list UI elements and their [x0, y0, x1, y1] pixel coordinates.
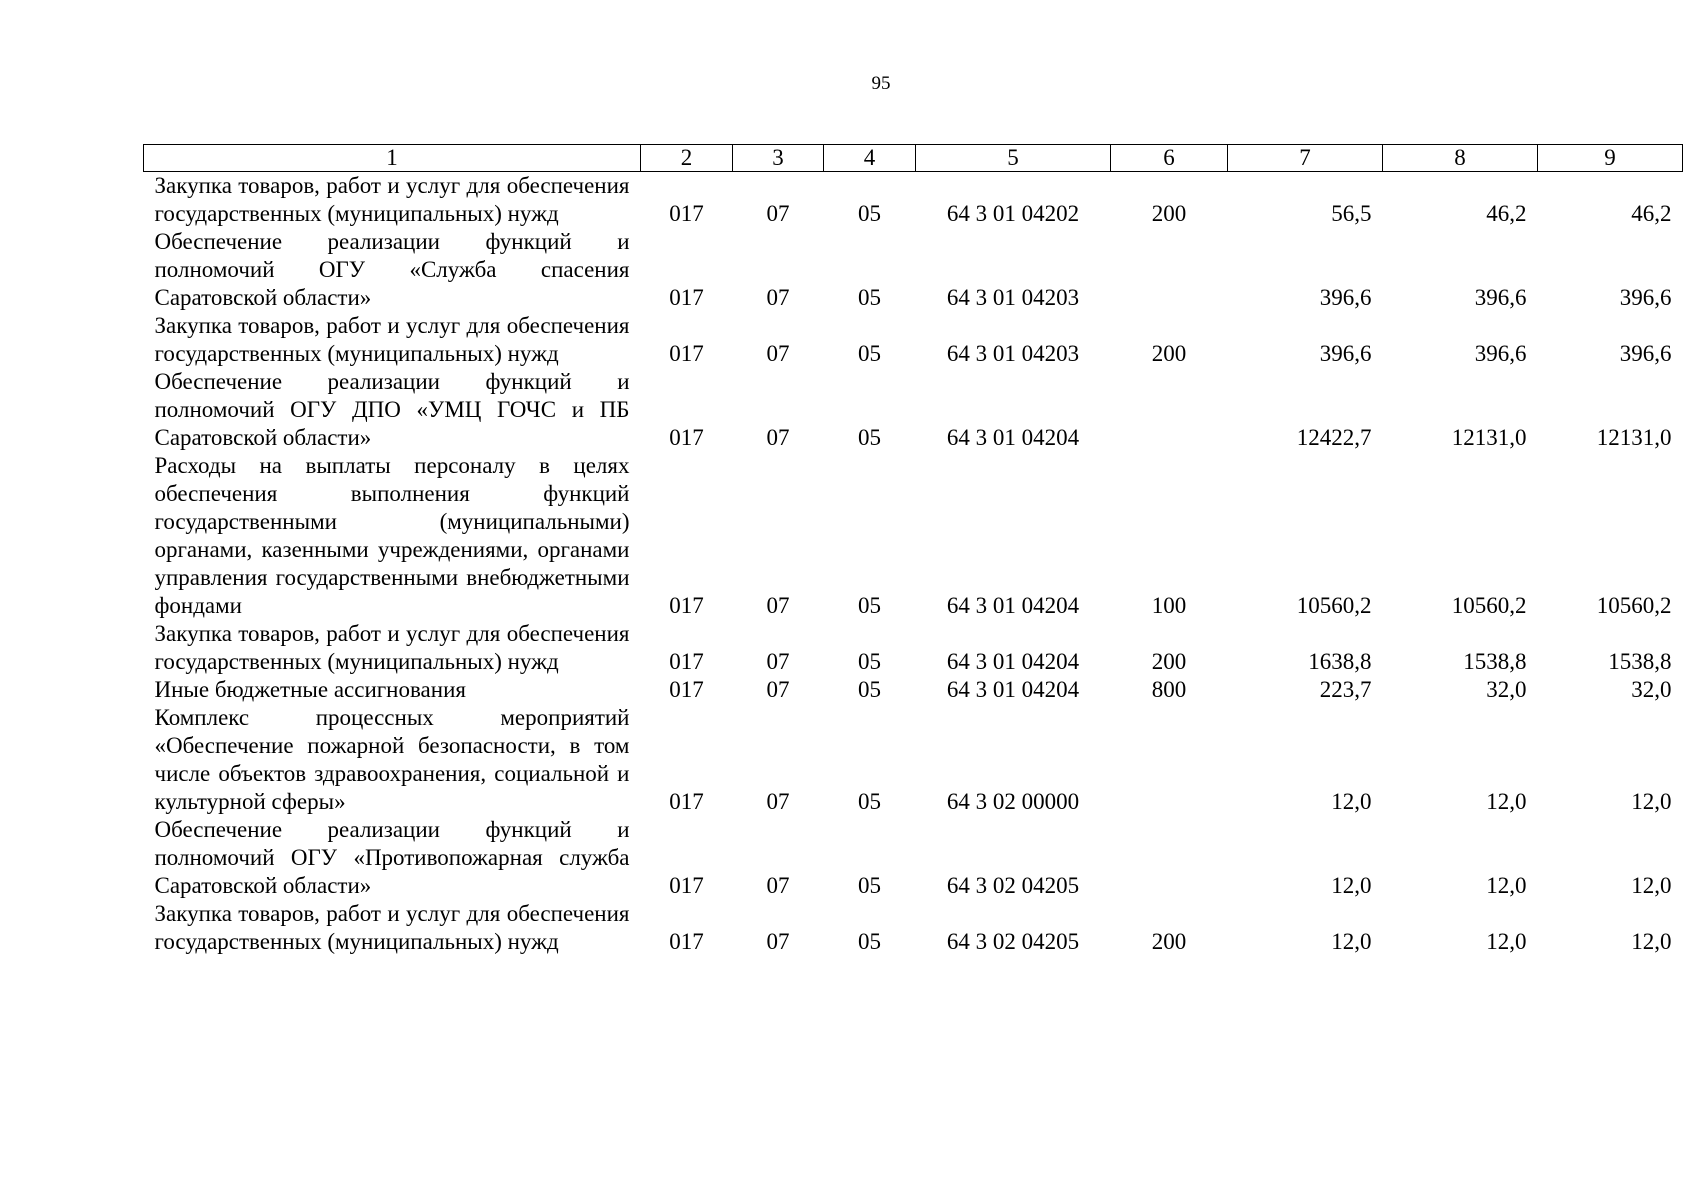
row-value-8: 12131,0 — [1451, 425, 1527, 450]
row-ministry: 017 — [669, 341, 704, 366]
table-row — [144, 368, 1683, 452]
table-row — [144, 620, 1683, 676]
row-subsection: 05 — [858, 201, 881, 226]
header-cell: 4 — [824, 145, 916, 172]
row-value-7: 56,5 — [1331, 201, 1372, 226]
header-cell: 2 — [641, 145, 733, 172]
row-expense-type: 100 — [1151, 593, 1187, 618]
row-value-8: 46,2 — [1486, 201, 1527, 226]
row-expense-type: 800 — [1151, 677, 1187, 702]
row-expense-type: 200 — [1151, 201, 1187, 226]
row-ministry: 017 — [669, 789, 704, 814]
row-subsection: 05 — [858, 789, 881, 814]
row-ministry: 017 — [669, 425, 704, 450]
row-value-7: 1638,8 — [1308, 649, 1372, 674]
row-subsection: 05 — [858, 285, 881, 310]
page-number: 95 — [871, 73, 891, 94]
row-value-9: 1538,8 — [1608, 649, 1672, 674]
row-value-8: 12,0 — [1486, 873, 1527, 898]
table-row — [144, 452, 1683, 620]
row-target: 64 3 01 04202 — [946, 201, 1080, 226]
row-name: Обеспечение реализации функций и полномочий ОГУ ДПО «УМЦ ГОЧС и ПБ Саратовской области» — [154, 369, 630, 450]
budget-table — [143, 144, 1683, 956]
row-subsection: 05 — [858, 873, 881, 898]
row-value-7: 12,0 — [1331, 789, 1372, 814]
table-row — [144, 900, 1683, 956]
row-expense-type — [1111, 704, 1228, 816]
row-subsection: 05 — [858, 649, 881, 674]
row-ministry: 017 — [669, 201, 704, 226]
row-ministry: 017 — [669, 593, 704, 618]
row-value-9: 46,2 — [1631, 201, 1672, 226]
row-ministry: 017 — [669, 649, 704, 674]
row-name: Иные бюджетные ассигнования — [154, 677, 466, 702]
row-section: 07 — [766, 201, 790, 226]
row-name: Закупка товаров, работ и услуг для обеспечения государственных (муниципальных) нужд — [154, 313, 630, 366]
row-ministry: 017 — [669, 929, 704, 954]
row-name: Закупка товаров, работ и услуг для обеспечения государственных (муниципальных) нужд — [154, 173, 630, 226]
row-target: 64 3 02 04205 — [946, 929, 1080, 954]
row-subsection: 05 — [858, 929, 881, 954]
row-value-9: 12,0 — [1631, 929, 1672, 954]
row-section: 07 — [766, 341, 790, 366]
row-value-7: 12,0 — [1331, 873, 1372, 898]
table-row — [144, 676, 1683, 704]
row-section: 07 — [766, 677, 790, 702]
row-value-7: 223,7 — [1319, 677, 1372, 702]
row-value-9: 12,0 — [1631, 873, 1672, 898]
row-ministry: 017 — [669, 873, 704, 898]
row-name: Обеспечение реализации функций и полномочий ОГУ «Служба спасения Саратовской области» — [154, 229, 630, 310]
row-name: Закупка товаров, работ и услуг для обеспечения государственных (муниципальных) нужд — [154, 901, 630, 954]
row-subsection: 05 — [858, 425, 881, 450]
row-section: 07 — [766, 285, 790, 310]
row-target: 64 3 01 04204 — [946, 677, 1080, 702]
row-subsection: 05 — [858, 677, 881, 702]
row-value-8: 396,6 — [1474, 341, 1527, 366]
table-row — [144, 312, 1683, 368]
row-section: 07 — [766, 873, 790, 898]
header-cell: 6 — [1111, 145, 1228, 172]
row-value-8: 10560,2 — [1451, 593, 1527, 618]
row-value-9: 396,6 — [1619, 341, 1672, 366]
row-target: 64 3 01 04203 — [946, 285, 1080, 310]
row-value-9: 10560,2 — [1596, 593, 1672, 618]
row-value-8: 12,0 — [1486, 789, 1527, 814]
row-subsection: 05 — [858, 593, 881, 618]
row-value-9: 396,6 — [1619, 285, 1672, 310]
row-target: 64 3 02 00000 — [946, 789, 1080, 814]
row-section: 07 — [766, 649, 790, 674]
row-subsection: 05 — [858, 341, 881, 366]
row-value-7: 12,0 — [1331, 929, 1372, 954]
header-cell: 8 — [1383, 145, 1538, 172]
row-value-7: 12422,7 — [1296, 425, 1372, 450]
row-section: 07 — [766, 593, 790, 618]
header-row — [144, 145, 1683, 172]
row-section: 07 — [766, 929, 790, 954]
header-cell: 9 — [1538, 145, 1683, 172]
row-name: Комплекс процессных мероприятий «Обеспечение пожарной безопасности, в том числе объектов здравоохранения, социальной и культурной сферы» — [154, 705, 630, 814]
table-row — [144, 704, 1683, 816]
row-value-7: 396,6 — [1319, 341, 1372, 366]
row-ministry: 017 — [669, 285, 704, 310]
row-name: Обеспечение реализации функций и полномочий ОГУ «Противопожарная служба Саратовской области» — [154, 817, 630, 898]
row-target: 64 3 01 04203 — [946, 341, 1080, 366]
row-target: 64 3 01 04204 — [946, 425, 1080, 450]
row-value-7: 396,6 — [1319, 285, 1372, 310]
row-target: 64 3 01 04204 — [946, 649, 1080, 674]
table-row — [144, 228, 1683, 312]
row-value-9: 12,0 — [1631, 789, 1672, 814]
header-cell: 7 — [1228, 145, 1383, 172]
row-expense-type: 200 — [1151, 341, 1187, 366]
row-name: Расходы на выплаты персоналу в целях обеспечения выполнения функций государственными (муниципальными) органами, казенными учреждениями, органами управления государственными внебюджетными фондами — [154, 453, 630, 618]
row-value-8: 32,0 — [1486, 677, 1527, 702]
row-expense-type: 200 — [1151, 929, 1187, 954]
row-value-8: 12,0 — [1486, 929, 1527, 954]
row-name: Закупка товаров, работ и услуг для обеспечения государственных (муниципальных) нужд — [154, 621, 630, 674]
header-cell: 5 — [916, 145, 1111, 172]
row-value-9: 32,0 — [1631, 677, 1672, 702]
row-expense-type — [1111, 368, 1228, 452]
row-target: 64 3 02 04205 — [946, 873, 1080, 898]
row-section: 07 — [766, 425, 790, 450]
row-value-9: 12131,0 — [1596, 425, 1672, 450]
header-cell: 3 — [733, 145, 824, 172]
row-section: 07 — [766, 789, 790, 814]
row-expense-type — [1111, 816, 1228, 900]
row-ministry: 017 — [669, 677, 704, 702]
row-target: 64 3 01 04204 — [946, 593, 1080, 618]
row-expense-type — [1111, 228, 1228, 312]
table-row — [144, 816, 1683, 900]
row-expense-type: 200 — [1151, 649, 1187, 674]
row-value-8: 396,6 — [1474, 285, 1527, 310]
header-cell: 1 — [144, 145, 641, 172]
row-value-7: 10560,2 — [1296, 593, 1372, 618]
row-value-8: 1538,8 — [1463, 649, 1527, 674]
table-row — [144, 172, 1683, 229]
